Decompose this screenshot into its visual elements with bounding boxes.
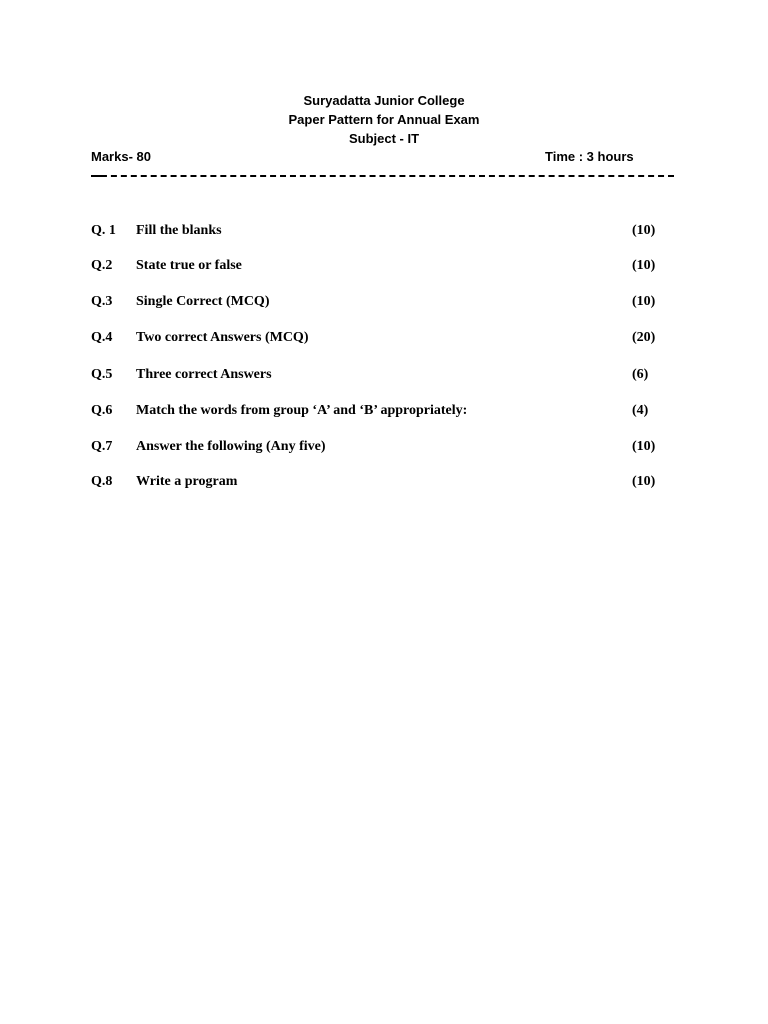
question-number: Q.7 [91, 439, 113, 454]
question-marks: (6) [632, 367, 649, 382]
question-row [0, 365, 768, 385]
question-row [0, 401, 768, 421]
total-marks: Marks- 80 [91, 149, 151, 164]
question-marks: (10) [632, 474, 656, 489]
question-marks: (10) [632, 223, 656, 238]
question-marks: (20) [632, 330, 656, 345]
question-row [0, 256, 768, 276]
question-row [0, 328, 768, 348]
paper-title: Paper Pattern for Annual Exam [288, 112, 480, 127]
question-text: Match the words from group ‘A’ and ‘B’ appropriately: [136, 403, 468, 418]
question-row [0, 292, 768, 312]
question-marks: (10) [632, 439, 656, 454]
question-number: Q.4 [91, 330, 113, 345]
question-number: Q.6 [91, 403, 113, 418]
question-text: Two correct Answers (MCQ) [136, 330, 309, 345]
question-row [0, 221, 768, 241]
question-number: Q.5 [91, 367, 113, 382]
question-text: State true or false [136, 258, 242, 273]
question-marks: (10) [632, 258, 656, 273]
question-number: Q.3 [91, 294, 113, 309]
question-marks: (10) [632, 294, 656, 309]
question-text: Write a program [136, 474, 238, 489]
question-number: Q.8 [91, 474, 113, 489]
question-text: Fill the blanks [136, 223, 222, 238]
college-name: Suryadatta Junior College [303, 93, 465, 108]
exam-time: Time : 3 hours [545, 149, 634, 164]
question-row [0, 472, 768, 492]
question-text: Single Correct (MCQ) [136, 294, 270, 309]
question-text: Answer the following (Any five) [136, 439, 326, 454]
question-row [0, 437, 768, 457]
question-text: Three correct Answers [136, 367, 272, 382]
question-marks: (4) [632, 403, 649, 418]
subject-line: Subject - IT [348, 131, 420, 146]
question-number: Q. 1 [91, 223, 116, 238]
question-number: Q.2 [91, 258, 113, 273]
